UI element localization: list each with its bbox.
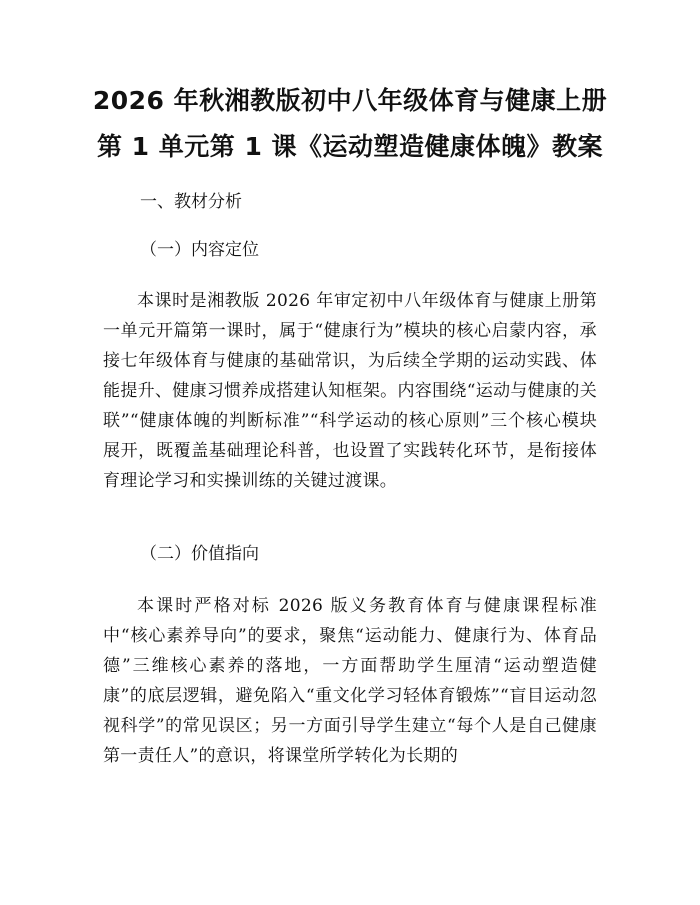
subsection-heading-value-orientation: （二）价值指向 bbox=[140, 544, 259, 564]
section-heading-material-analysis: 一、教材分析 bbox=[140, 192, 242, 212]
subsection-heading-content-positioning: （一）内容定位 bbox=[140, 240, 259, 260]
document-title-line-2: 第 1 单元第 1 课《运动塑造健康体魄》教案 bbox=[96, 132, 604, 161]
paragraph-value-orientation: 本课时严格对标 2026 版义务教育体育与健康课程标准中“核心素养导向”的要求，聚焦“运动能力、健康行为、体育品德”三维核心素养的落地，一方面帮助学生厘清“运动塑造健康”的底层逻辑，避免陷入“重文化学习轻体育锻炼”“盲目运动忽视科学”的常见误区；另一方面引导学生建立“每个人是自己健康第一责任人”的意识，将课堂所学转化为长期的 bbox=[103, 596, 597, 766]
document-title-line-1: 2026 年秋湘教版初中八年级体育与健康上册 bbox=[92, 86, 608, 115]
paragraph-content-positioning: 本课时是湘教版 2026 年审定初中八年级体育与健康上册第一单元开篇第一课时，属于“健康行为”模块的核心启蒙内容，承接七年级体育与健康的基础常识，为后续全学期的运动实践、体能提升、健康习惯养成搭建认知框架。内容围绕“运动与健康的关联”“健康体魄的判断标准”“科学运动的核心原则”三个核心模块展开，既覆盖基础理论科普，也设置了实践转化环节，是衔接体育理论学习和实操训练的关键过渡课。 bbox=[103, 291, 597, 491]
